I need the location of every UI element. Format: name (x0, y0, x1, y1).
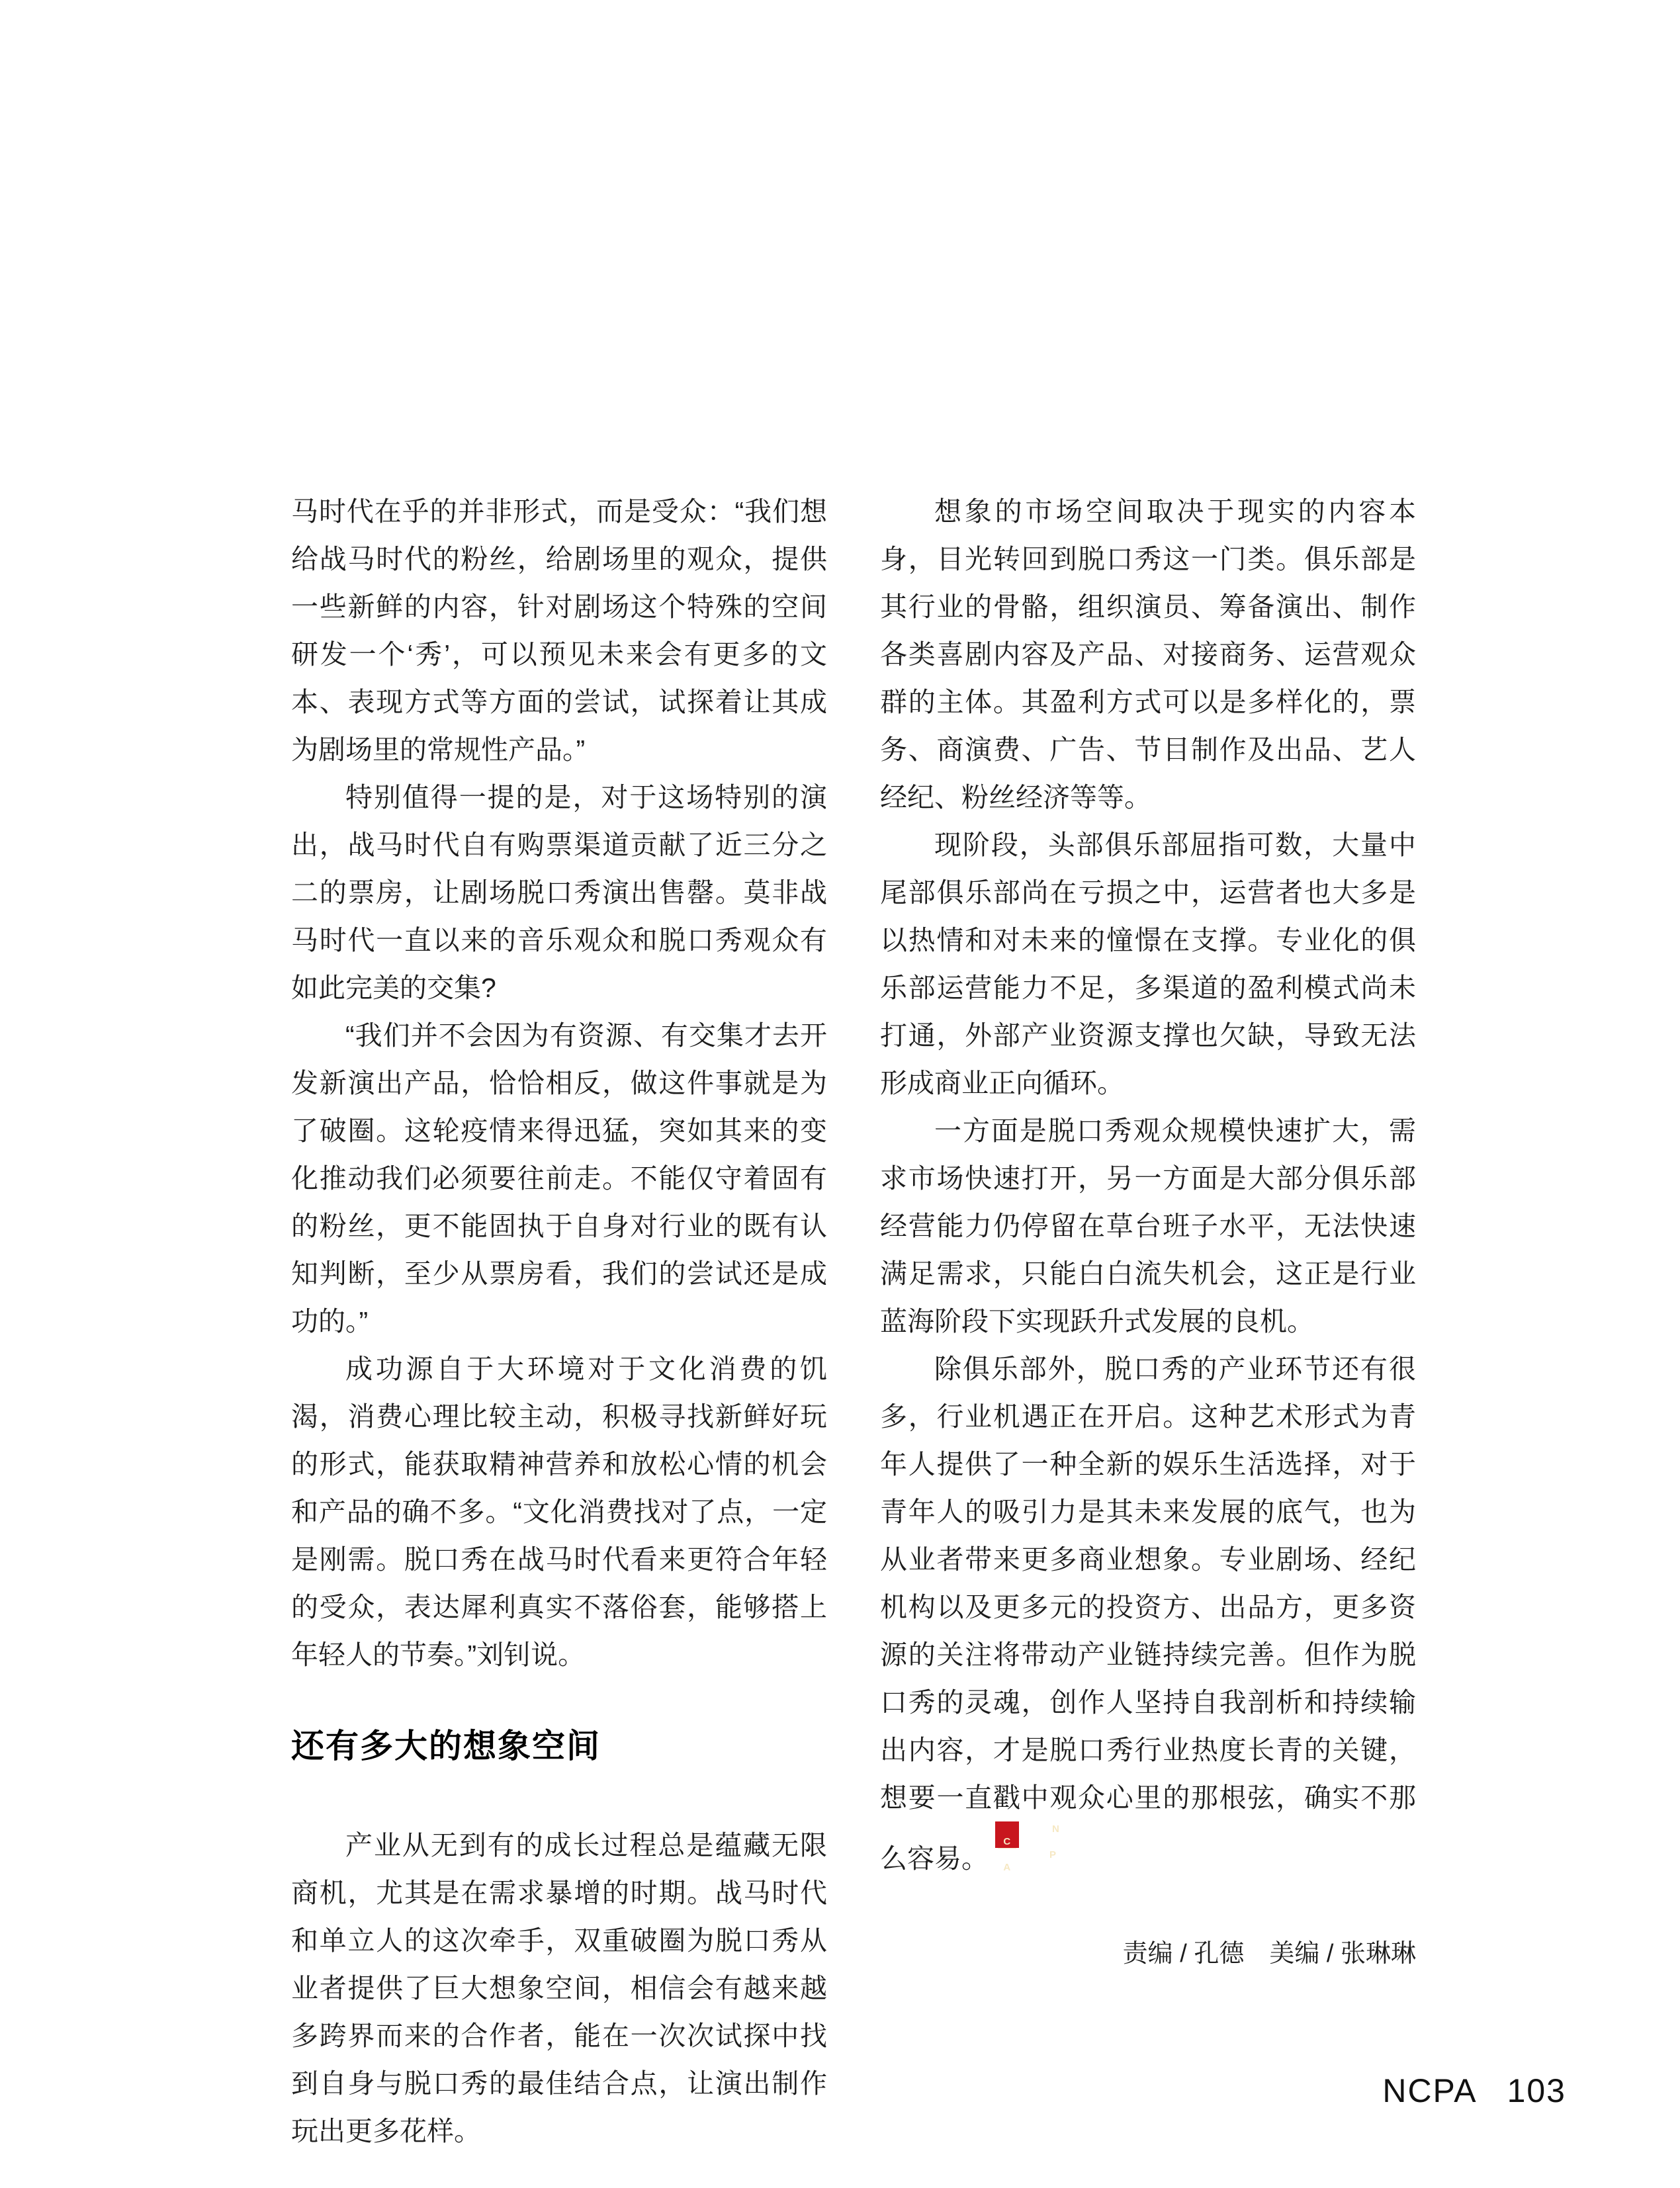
paragraph: “我们并不会因为有资源、有交集才去开发新演出产品，恰恰相反，做这件事就是为了破圈。这轮疫情来得迅猛，突如其来的变化推动我们必须要往前走。不能仅守着固有的粉丝，更不能固执于自身对行业的既有认知判断，至少从票房看，我们的尝试还是成功的。” (291, 1020, 827, 1336)
left-column (291, 488, 827, 2155)
paragraph: 特别值得一提的是，对于这场特别的演出，战马时代自有购票渠道贡献了近三分之二的票房，让剧场脱口秀演出售罄。莫非战马时代一直以来的音乐观众和脱口秀观众有如此完美的交集? (291, 782, 827, 1003)
ncpa-logo-line1: NC (998, 1823, 1016, 1849)
footer-brand: NCPA (1382, 2072, 1478, 2109)
paragraph: 成功源自于大环境对于文化消费的饥渴，消费心理比较主动，积极寻找新鲜好玩的形式，能获取精神营养和放松心情的机会和产品的确不多。“文化消费找对了点，一定是刚需。脱口秀在战马时代看来更符合年轻的受众，表达犀利真实不落俗套，能够搭上年轻人的节奏。”刘钊说。 (291, 1354, 827, 1670)
section-heading: 还有多大的想象空间 (291, 1728, 601, 1765)
paragraph: 现阶段，头部俱乐部屈指可数，大量中尾部俱乐部尚在亏损之中，运营者也大多是以热情和对未来的憧憬在支撑。专业化的俱乐部运营能力不足，多渠道的盈利模式尚未打通，外部产业资源支撑也欠缺，导致无法形成商业正向循环。 (880, 830, 1416, 1098)
paragraph-text: 除俱乐部外，脱口秀的产业环节还有很多，行业机遇正在开启。这种艺术形式为青年人提供了一种全新的娱乐生活选择，对于青年人的吸引力是其未来发展的底气，也为从业者带来更多商业想象。专业剧场、经纪机构以及更多元的投资方、出品方，更多资源的关注将带动产业链持续完善。但作为脱口秀的灵魂，创作人坚持自我剖析和持续输出内容，才是脱口秀行业热度长青的关键，想要一直戳中观众心里的那根弦，确实不那么容易。 (880, 1354, 1416, 1874)
footer-page-number: 103 (1507, 2072, 1566, 2109)
credits-line: 责编 / 孔德 美编 / 张琳琳 (1122, 1940, 1416, 1968)
paragraph (880, 1345, 1416, 1882)
ncpa-logo-line2: PA (1003, 1849, 1057, 1873)
ncpa-logo-icon (995, 1821, 1060, 1873)
paragraph: 马时代在乎的并非形式，而是受众：“我们想给战马时代的粉丝，给剧场里的观众，提供一些新鲜的内容，针对剧场这个特殊的空间研发一个‘秀’，可以预见未来会有更多的文本、表现方式等方面的尝试，试探着让其成为剧场里的常规性产品。” (291, 496, 827, 765)
paragraph: 想象的市场空间取决于现实的内容本身，目光转回到脱口秀这一门类。俱乐部是其行业的骨骼，组织演员、筹备演出、制作各类喜剧内容及产品、对接商务、运营观众群的主体。其盈利方式可以是多样化的，票务、商演费、广告、节目制作及出品、艺人经纪、粉丝经济等等。 (880, 496, 1416, 812)
paragraph: 一方面是脱口秀观众规模快速扩大，需求市场快速打开，另一方面是大部分俱乐部经营能力仍停留在草台班子水平，无法快速满足需求，只能白白流失机会，这正是行业蓝海阶段下实现跃升式发展的良机。 (880, 1116, 1416, 1336)
page-footer (1382, 2072, 1566, 2109)
right-column (880, 488, 1416, 1882)
paragraph: 产业从无到有的成长过程总是蕴藏无限商机，尤其是在需求暴增的时期。战马时代和单立人的这次牵手，双重破圈为脱口秀从业者提供了巨大想象空间，相信会有越来越多跨界而来的合作者，能在一次次试探中找到自身与脱口秀的最佳结合点，让演出制作玩出更多花样。 (291, 1830, 827, 2146)
